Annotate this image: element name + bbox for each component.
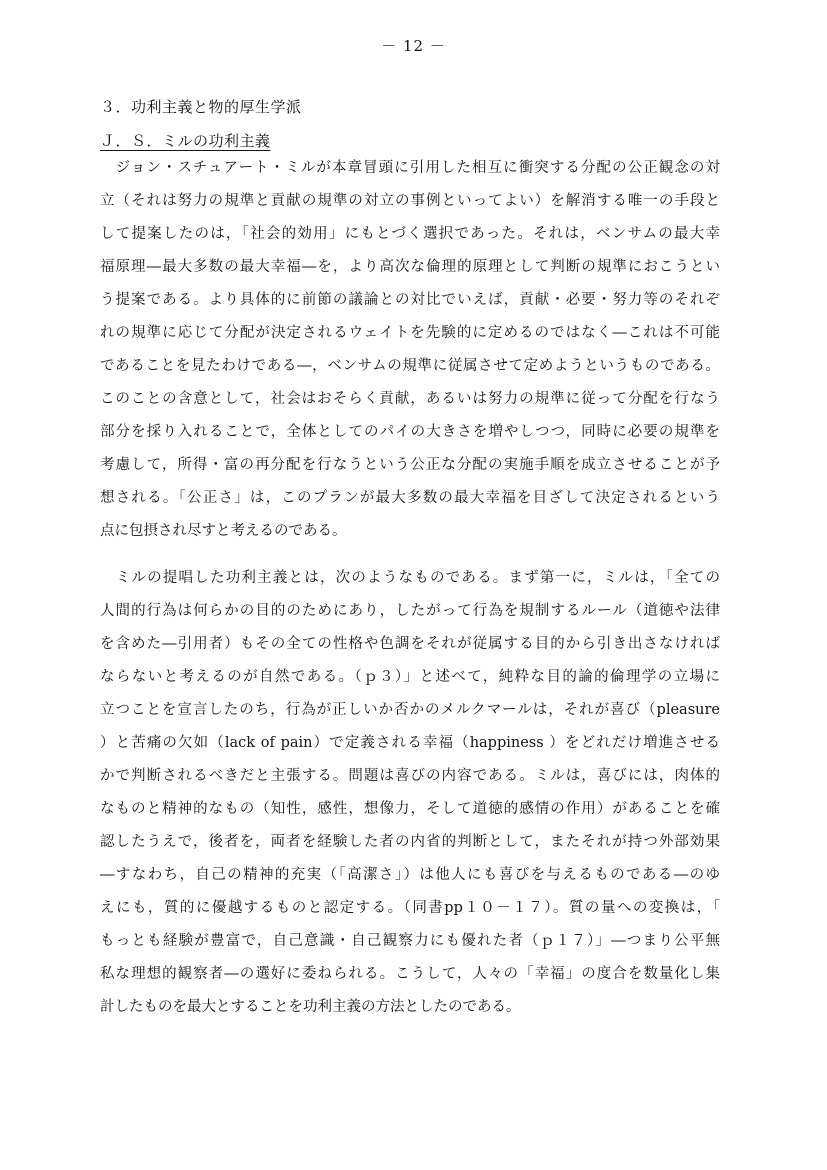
- text-line: ミルの提唱した功利主義とは，次のようなものである。まず第一に，ミルは，「全ての: [100, 570, 720, 586]
- paragraph-utilitarianism: [100, 562, 720, 1024]
- text-line: ）と苦痛の欠如（lack of pain）で定義される幸福（happiness ）をどれだけ増進させる: [100, 735, 720, 751]
- paragraph-mill-proposal: [100, 152, 720, 548]
- text-line: して提案したのは，「社会的効用」にもとづく選択であった。それは，ベンサムの最大幸: [100, 226, 720, 242]
- text-line: であることを見たわけである―，ベンサムの規準に従属させて定めようというものである。: [100, 358, 720, 374]
- text-line: ならないと考えるのが自然である。（ｐ３）」と述べて，純粋な目的論的倫理学の立場に: [100, 669, 720, 685]
- subsection-heading: Ｊ．Ｓ．ミルの功利主義: [100, 132, 271, 150]
- text-line: このことの含意として，社会はおそらく貢献，あるいは努力の規準に従って分配を行なう: [100, 391, 720, 407]
- text-line: かで判断されるべきだと主張する。問題は喜びの内容である。ミルは，喜びには，肉体的: [100, 768, 720, 784]
- text-line: れの規準に応じて分配が決定されるウェイトを先験的に定めるのではなく―これは不可能: [100, 325, 720, 341]
- text-line: 立（それは努力の規準と貢献の規準の対立の事例といってよい）を解消する唯一の手段と: [100, 193, 720, 209]
- text-line: を含めた―引用者）もその全ての性格や色調をそれが従属する目的から引き出さなければ: [100, 636, 720, 652]
- text-line: 考慮して，所得・富の再分配を行なうという公正な分配の実施手順を成立させることが予: [100, 457, 720, 473]
- text-line: 人間的行為は何らかの目的のためにあり，したがって行為を規制するルール（道徳や法律: [100, 603, 720, 619]
- text-line: 立つことを宣言したのち，行為が正しいか否かのメルクマールは，それが喜び（pleasure: [100, 702, 720, 718]
- text-line: 部分を採り入れることで，全体としてのパイの大きさを増やしつつ，同時に必要の規準を: [100, 424, 720, 440]
- text-line: う提案である。より具体的に前節の議論との対比でいえば，貢献・必要・努力等のそれぞ: [100, 292, 720, 308]
- text-line: えにも，質的に優越するものと認定する。（同書pp１０－１７）。質の量への変換は，「: [100, 900, 720, 916]
- text-line: もっとも経験が豊富で，自己意識・自己観察力にも優れた者（ｐ１７）」―つまり公平無: [100, 933, 720, 949]
- text-line: 私な理想的観察者―の選好に委ねられる。こうして，人々の「幸福」の度合を数量化し集: [100, 966, 720, 982]
- text-line: 計したものを最大とすることを功利主義の方法としたのである。: [100, 999, 521, 1015]
- text-line: ジョン・スチュアート・ミルが本章冒頭に引用した相互に衝突する分配の公正観念の対: [100, 160, 720, 176]
- text-line: 認したうえで，後者を，両者を経験した者の内省的判断として，またそれが持つ外部効果: [100, 834, 720, 850]
- text-line: ―すなわち，自己の精神的充実（「高潔さ」）は他人にも喜びを与えるものである―のゆ: [100, 867, 720, 883]
- text-line: 福原理―最大多数の最大幸福―を，より高次な倫理的原理として判断の規準におこうとい: [100, 259, 720, 275]
- page-number: － 12 －: [381, 37, 446, 55]
- text-line: 想される。「公正さ」は，このプランが最大多数の最大幸福を目ざして決定されるという: [100, 490, 720, 506]
- text-line: なものと精神的なもの（知性，感性，想像力，そして道徳的感情の作用）があることを確: [100, 801, 720, 817]
- text-line: 点に包摂され尽すと考えるのである。: [100, 523, 347, 539]
- section-heading: ３．功利主義と物的厚生学派: [100, 98, 302, 116]
